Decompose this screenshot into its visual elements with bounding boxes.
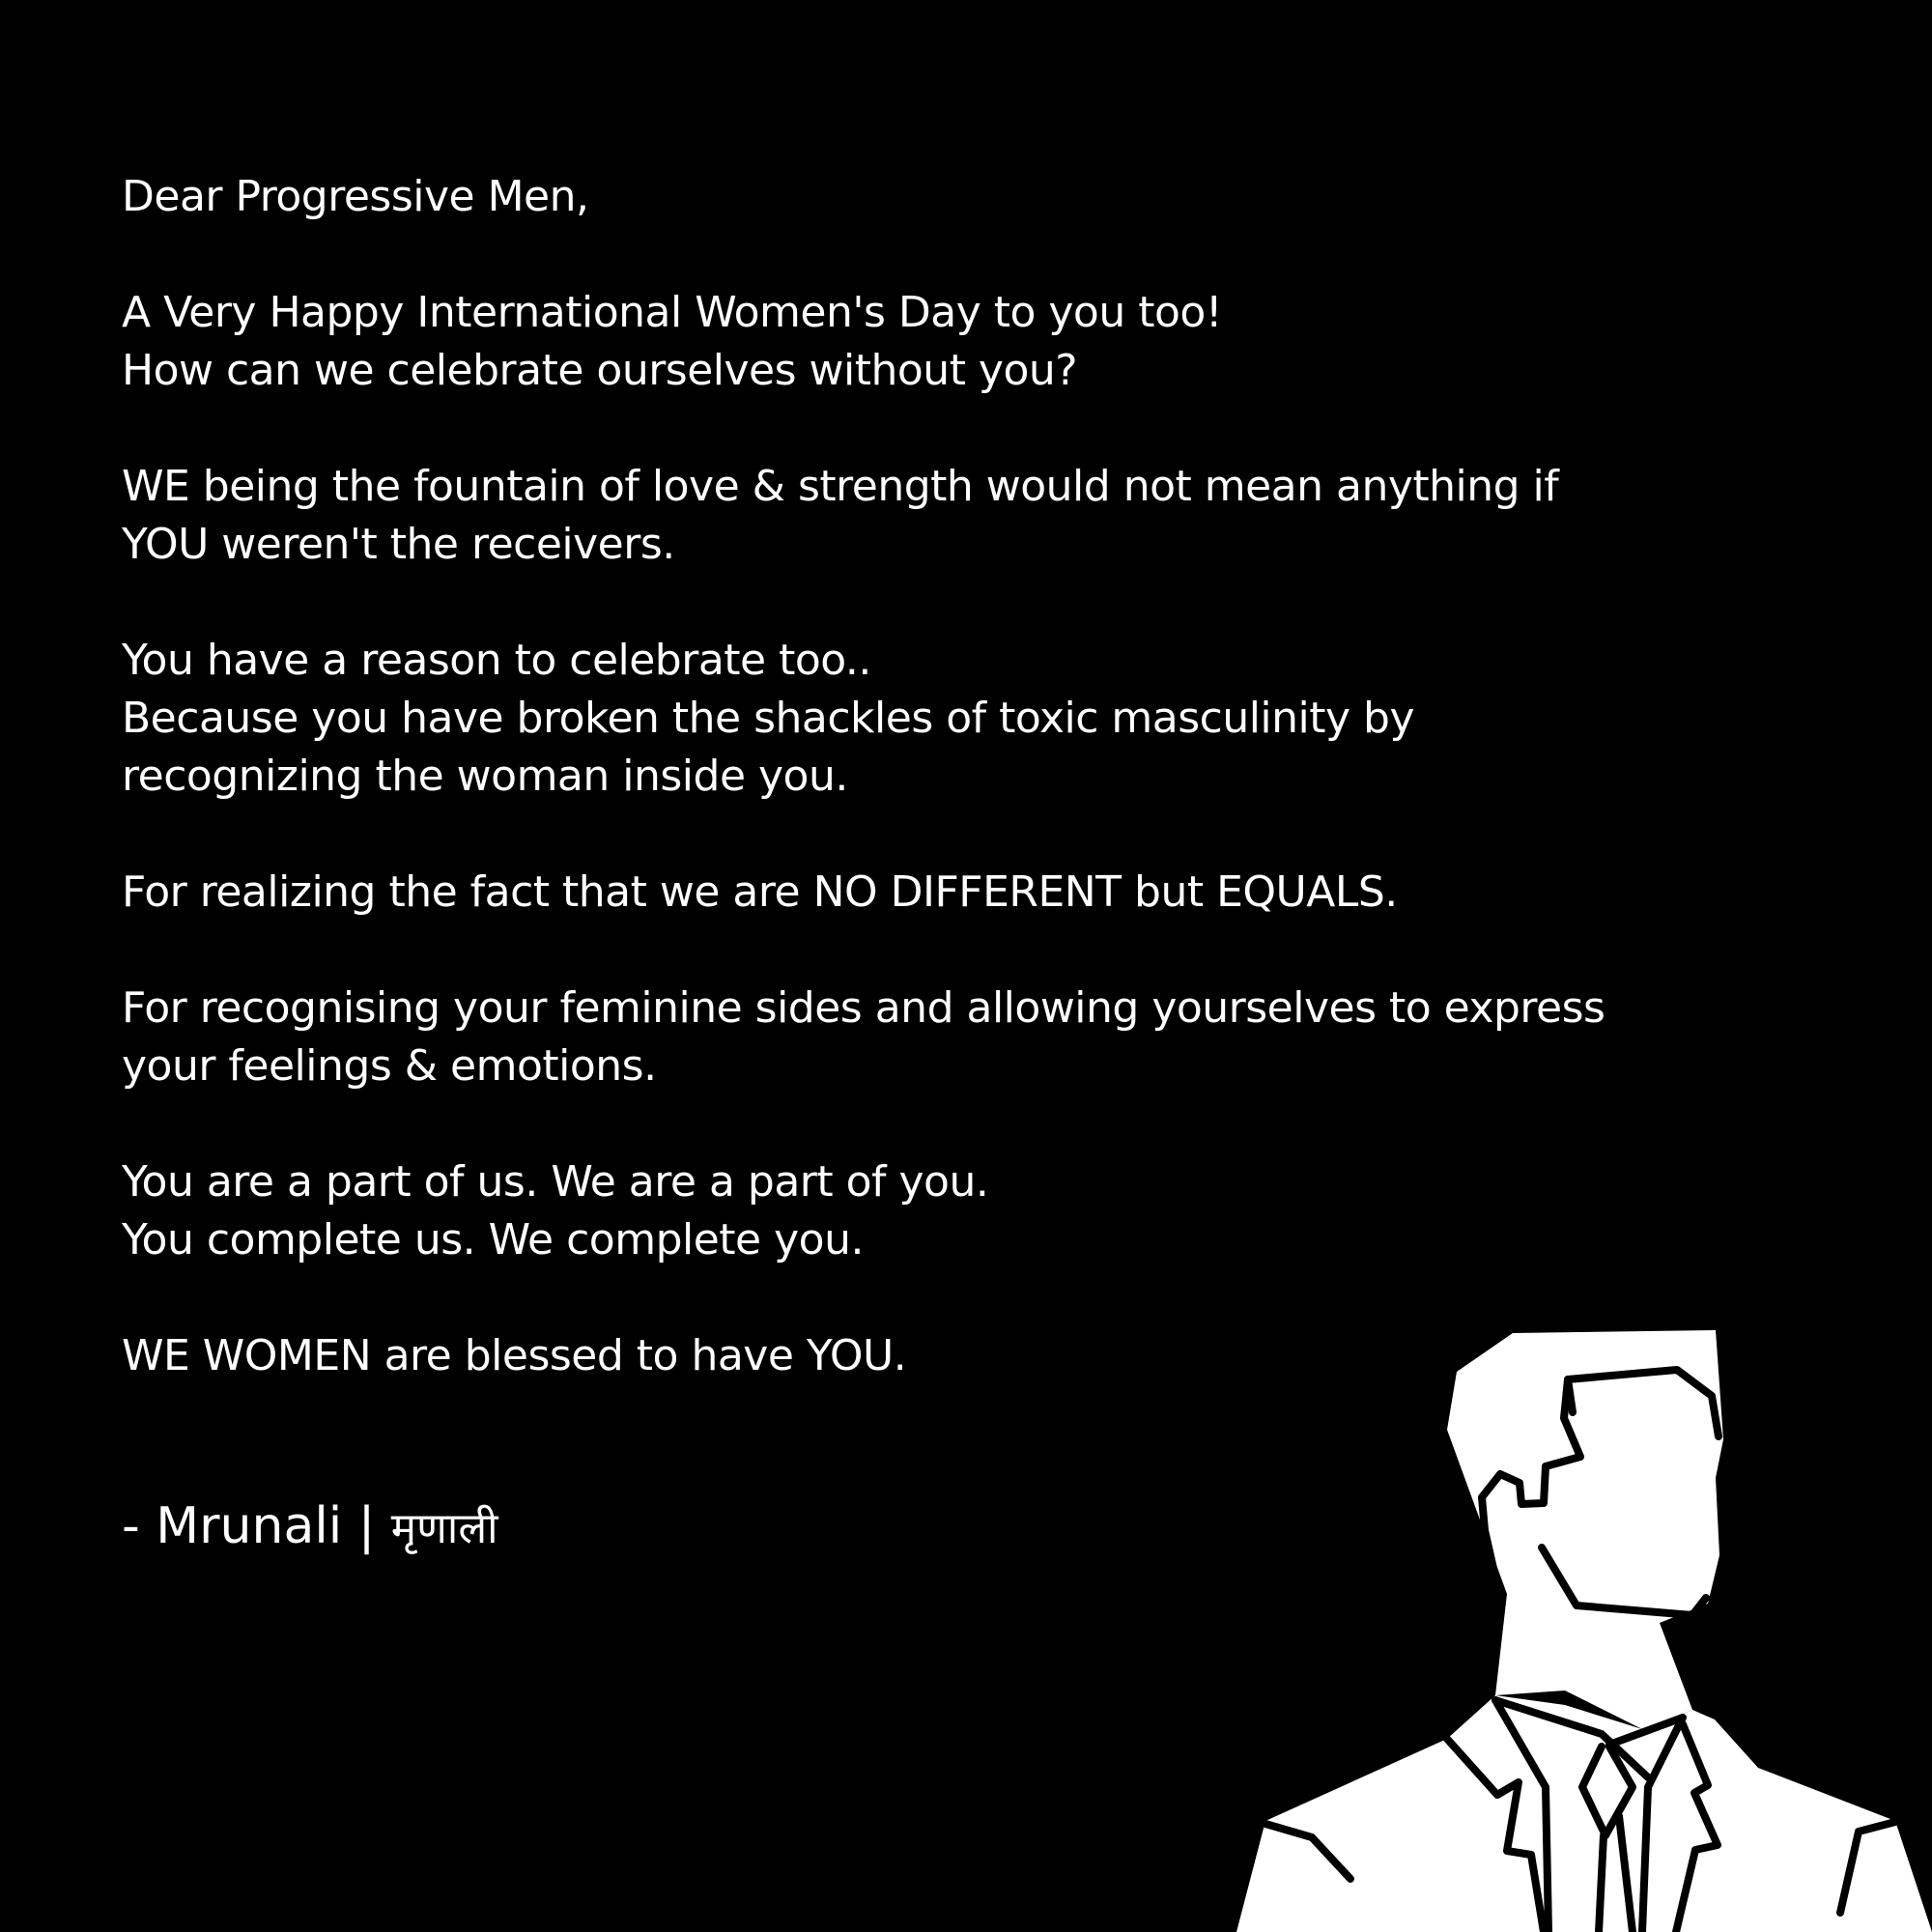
signature bbox=[122, 1497, 498, 1558]
paragraph-line: For recognising your feminine sides and allowing yourselves to express bbox=[122, 983, 1605, 1033]
salutation bbox=[122, 168, 1629, 226]
paragraph-line: For realizing the fact that we are NO DIFFERENT but EQUALS. bbox=[122, 867, 1398, 917]
paragraph-line: YOU weren't the receivers. bbox=[122, 520, 675, 569]
paragraph-line: How can we celebrate ourselves without you? bbox=[122, 346, 1078, 395]
paragraph-line: WE being the fountain of love & strength would not mean anything if bbox=[122, 462, 1559, 511]
signature-name: - Mrunali | bbox=[122, 1497, 376, 1555]
paragraph-line: Because you have broken the shackles of toxic masculinity by bbox=[122, 694, 1415, 743]
paragraph-line: WE WOMEN are blessed to have YOU. bbox=[122, 1331, 907, 1380]
paragraph-line: You are a part of us. We are a part of you. bbox=[122, 1157, 989, 1207]
paragraph-3 bbox=[122, 632, 1629, 806]
paragraph-line: recognizing the woman inside you. bbox=[122, 752, 848, 801]
paragraph-4 bbox=[122, 864, 1629, 922]
paragraph-1 bbox=[122, 284, 1629, 400]
paragraph-2 bbox=[122, 458, 1629, 574]
man-in-suit-icon bbox=[1227, 1323, 1932, 1932]
paragraph-line: A Very Happy International Women's Day to you too! bbox=[122, 288, 1222, 337]
signature-devanagari: मृणाली bbox=[390, 1504, 498, 1553]
letter-body bbox=[122, 168, 1629, 1443]
paragraph-line: You have a reason to celebrate too.. bbox=[122, 636, 871, 685]
paragraph-line: your feelings & emotions. bbox=[122, 1041, 657, 1091]
paragraph-5 bbox=[122, 980, 1629, 1095]
paragraph-line: You complete us. We complete you. bbox=[122, 1215, 864, 1264]
salutation-line: Dear Progressive Men, bbox=[122, 172, 589, 221]
paragraph-6 bbox=[122, 1153, 1629, 1269]
